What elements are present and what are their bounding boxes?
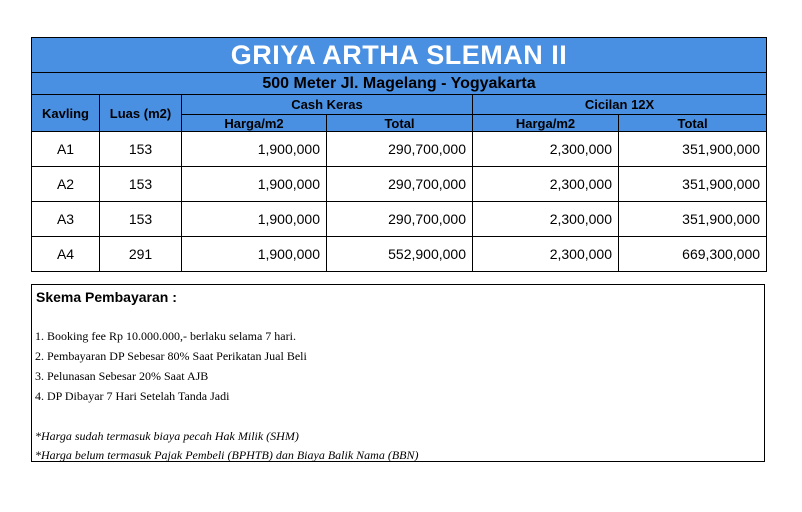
price-table (31, 37, 767, 272)
header-cash-keras: Cash Keras (182, 95, 473, 115)
payment-item: 2. Pembayaran DP Sebesar 80% Saat Perikatan Jual Beli (35, 349, 307, 363)
cell-luas: 153 (100, 167, 182, 202)
cell-cash-harga: 1,900,000 (182, 132, 327, 167)
header-cash-harga-m2: Harga/m2 (182, 115, 327, 132)
table-row (32, 167, 767, 202)
cell-kavling: A4 (32, 237, 100, 272)
cell-cicilan-total: 669,300,000 (619, 237, 767, 272)
cell-cicilan-harga: 2,300,000 (473, 202, 619, 237)
table-row (32, 202, 767, 237)
cell-cicilan-harga: 2,300,000 (473, 167, 619, 202)
payment-item: 4. DP Dibayar 7 Hari Setelah Tanda Jadi (35, 389, 230, 403)
payment-scheme-box (31, 284, 765, 462)
cell-luas: 291 (100, 237, 182, 272)
header-cicilan-harga-m2: Harga/m2 (473, 115, 619, 132)
payment-item: 1. Booking fee Rp 10.000.000,- berlaku selama 7 hari. (35, 329, 296, 343)
price-footnote: *Harga sudah termasuk biaya pecah Hak Milik (SHM) (35, 429, 299, 443)
header-kavling: Kavling (32, 95, 100, 132)
cell-cash-harga: 1,900,000 (182, 167, 327, 202)
cell-cash-total: 290,700,000 (327, 132, 473, 167)
cell-cash-total: 290,700,000 (327, 202, 473, 237)
payment-scheme-title: Skema Pembayaran : (36, 289, 177, 305)
cell-cicilan-total: 351,900,000 (619, 202, 767, 237)
cell-kavling: A1 (32, 132, 100, 167)
cell-luas: 153 (100, 132, 182, 167)
header-luas: Luas (m2) (100, 95, 182, 132)
cell-cicilan-harga: 2,300,000 (473, 132, 619, 167)
header-cicilan-total: Total (619, 115, 767, 132)
cell-cash-total: 290,700,000 (327, 167, 473, 202)
payment-item: 3. Pelunasan Sebesar 20% Saat AJB (35, 369, 209, 383)
price-footnote: *Harga belum termasuk Pajak Pembeli (BPHTB) dan Biaya Balik Nama (BBN) (35, 448, 419, 462)
table-row (32, 237, 767, 272)
cell-luas: 153 (100, 202, 182, 237)
cell-cash-total: 552,900,000 (327, 237, 473, 272)
cell-kavling: A3 (32, 202, 100, 237)
table-row (32, 132, 767, 167)
cell-cash-harga: 1,900,000 (182, 237, 327, 272)
cell-cicilan-harga: 2,300,000 (473, 237, 619, 272)
cell-cash-harga: 1,900,000 (182, 202, 327, 237)
page-title: GRIYA ARTHA SLEMAN II (32, 38, 767, 73)
header-cicilan: Cicilan 12X (473, 95, 767, 115)
cell-cicilan-total: 351,900,000 (619, 167, 767, 202)
location-subtitle: 500 Meter Jl. Magelang - Yogyakarta (32, 73, 767, 95)
cell-kavling: A2 (32, 167, 100, 202)
header-cash-total: Total (327, 115, 473, 132)
price-table-container (31, 37, 766, 272)
cell-cicilan-total: 351,900,000 (619, 132, 767, 167)
